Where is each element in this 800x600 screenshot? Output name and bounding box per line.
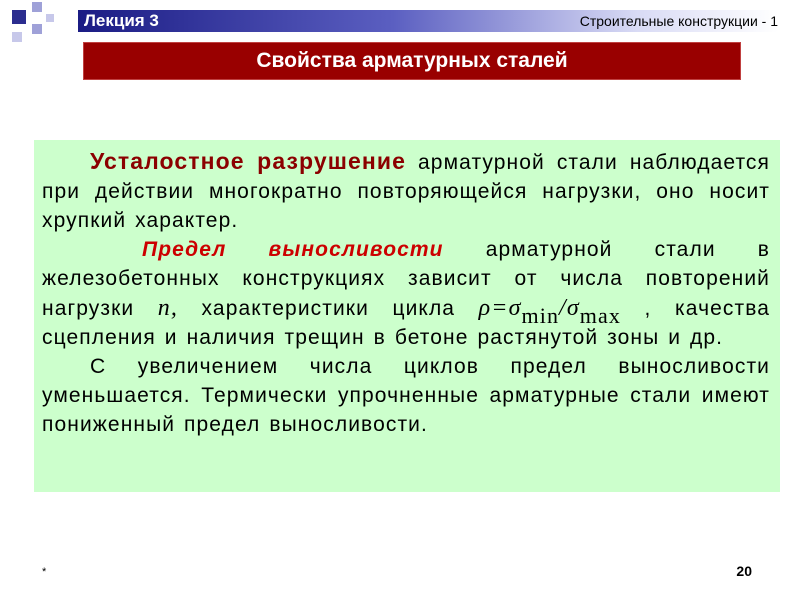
- course-label: Строительные конструкции - 1: [579, 13, 778, 29]
- corner-decoration: [0, 0, 60, 60]
- content-text: [42, 147, 770, 439]
- slide-title: Свойства арматурных сталей: [256, 49, 568, 72]
- paragraph-endurance-text-2: характеристики цикла: [178, 297, 479, 320]
- paragraph-fatigue-text: арматурной стали наблюдается при действии многократно повторяющейся нагрузки, оно носит хрупкий характер.: [42, 151, 771, 232]
- term-endurance-limit: Предел выносливости: [142, 238, 444, 261]
- paragraph-endurance-text-3: , качества сцепления и наличия трещин в бетоне растянутой зоны и др.: [42, 297, 771, 349]
- title-banner: [83, 42, 741, 80]
- formula-subscript-min: min: [521, 303, 560, 328]
- page-number: 20: [736, 563, 752, 579]
- formula-rho-sigma: ρ=σ: [478, 295, 522, 321]
- paragraph-fatigue: [42, 147, 770, 235]
- term-fatigue-failure: Усталостное разрушение: [90, 148, 407, 174]
- lecture-label: Лекция 3: [84, 11, 159, 30]
- footer-asterisk: *: [42, 566, 47, 578]
- formula-subscript-max: max: [579, 303, 621, 328]
- paragraph-endurance: [42, 235, 770, 352]
- symbol-n: n,: [157, 295, 178, 321]
- paragraph-endurance-text-1: арматурной стали в железобетонных конструкциях зависит от числа повторений нагрузки: [42, 238, 770, 320]
- paragraph-cycles: С увеличением числа циклов предел выносливости уменьшается. Термически упрочненные арматурные стали имеют пониженный предел выносливости.: [42, 355, 770, 436]
- formula-slash-sigma: /σ: [559, 295, 580, 321]
